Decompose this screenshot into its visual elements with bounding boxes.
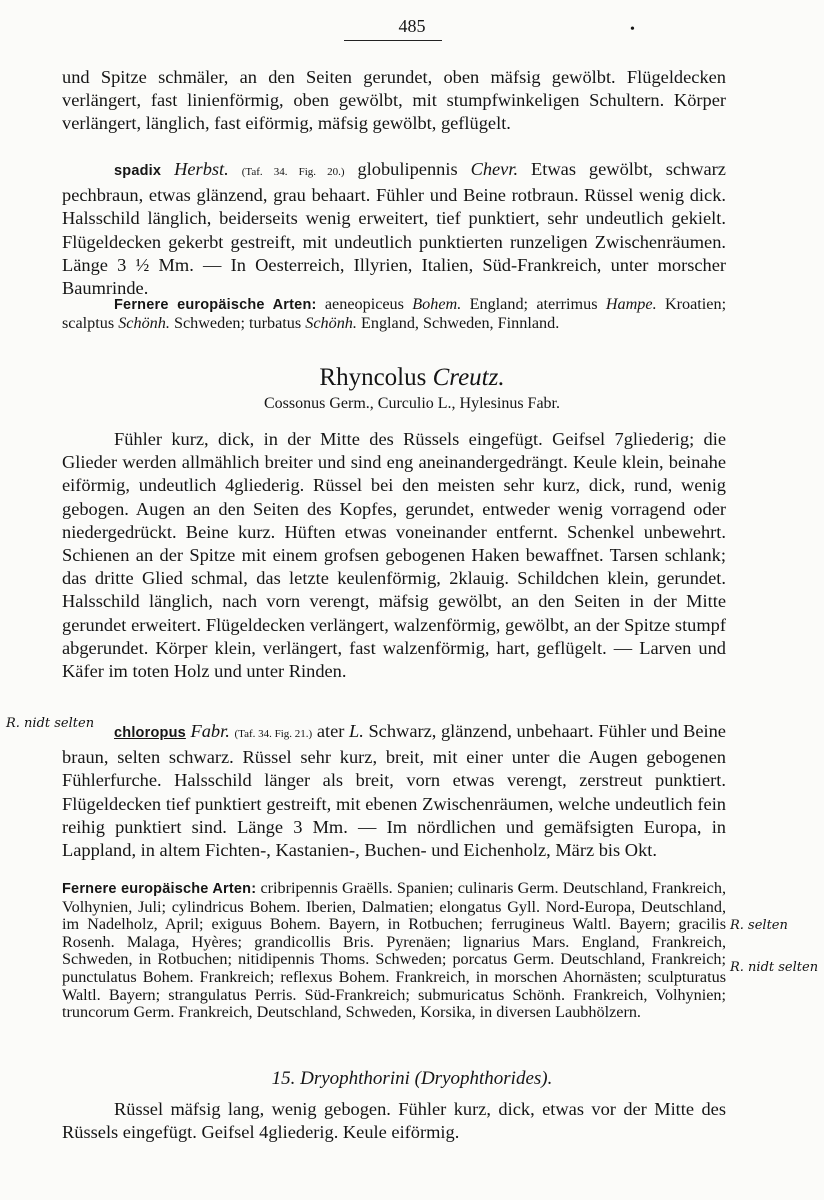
- further-species-2: [62, 880, 726, 1022]
- continued-text: und Spitze schmäler, an den Seiten gerundet, oben mäfsig gewölbt. Flügeldecken verlängert, fast linienförmig, oben gewölbt, mit stumpfwinkeligen Schultern. Körper verlängert, länglich, fast eiförmig, mäfsig gewölbt, geflügelt.: [62, 67, 726, 134]
- synonym-author: Chevr.: [470, 159, 519, 179]
- species-description: Etwas gewölbt, schwarz pechbraun, etwas glänzend, grau behaart. Fühler und Beine rotbraun. Rüssel wenig dick. Halsschild länglich, beiderseits wenig erweitert, tief punktiert, sehr undeutlich gekielt. Flügeldecken gekerbt gestreift, mit undeutlich punktierten runzeligen Zwischenräumen. Länge 3 ½ Mm. — In Oesterreich, Illyrien, Italien, Süd-Frankreich, unter morscher Baumrinde.: [62, 159, 726, 299]
- header-rule: [344, 40, 442, 41]
- species-name: spadix: [114, 163, 162, 179]
- species-entry-rest: England;: [469, 295, 529, 313]
- genus-author: Creutz.: [432, 364, 505, 391]
- genus-heading: [0, 364, 824, 392]
- plate-reference: (Taf. 34. Fig. 21.): [234, 728, 313, 740]
- species-entry: Kroatien; scalptus: [62, 295, 727, 332]
- handwritten-note: R. nidt selten: [6, 716, 95, 731]
- species-entry: aeneopiceus: [324, 295, 404, 313]
- genus-name: Rhyncolus: [319, 364, 427, 391]
- species-entry-author: Hampe.: [605, 295, 657, 313]
- species-chloropus: [62, 720, 726, 862]
- species-entry-rest: England, Schweden, Finnland.: [360, 313, 560, 332]
- further-species-1: [62, 296, 726, 332]
- species-name: chloropus: [114, 725, 186, 741]
- species-entry-rest: Schweden;: [173, 313, 245, 332]
- genus-description-text: Fühler kurz, dick, in der Mitte des Rüssels eingefügt. Geifsel 7gliederig; die Glieder werden allmählich breiter und sind eng aneinandergedrängt. Keule klein, beinahe eiförmig, undeutlich 4gliederig. Rüssel bei den meisten sehr kurz, dick, rund, wenig gebogen. Augen an den Seiten des Kopfes, gerundet, entweder wenig vorragend oder niedergedrückt. Beine kurz. Hüften etwas voneinander entfernt. Schenkel unbewehrt. Schienen an der Spitze mit einem grofsen gebogenen Haken bewaffnet. Tarsen schlank; das dritte Glied schmal, das letzte keulenförmig, 2klauig. Schildchen klein, gerundet. Halsschild länglich, nach vorn verengt, mäfsig gewölbt, an den Seiten in der Mitte gerundet erweitert. Flügeldecken verlängert, walzenförmig, gewölbt, an der Spitze stumpf abgerundet. Körper klein, verlängert, fast walzenförmig, hart, geflügelt. — Larven und Käfer im toten Holz und unter Rinden.: [62, 429, 726, 682]
- synonym: globulipennis: [357, 159, 458, 179]
- page-number: 485: [398, 16, 426, 36]
- species-description: Schwarz, glänzend, unbehaart. Fühler und Beine braun, selten schwarz. Rüssel sehr kurz, breit, mit einer unter die Augen gebogenen Fühlerfurche. Halsschild länger als breit, vorn etwas verengt, zerstreut punktiert. Flügeldecken tief punktiert gestreift, mit ebenen Zwischenräumen, welche undeutlich fein reihig punktiert sind. Länge 3 Mm. — Im nördlichen und gemäfsigten Europa, in Lappland, in altem Fichten-, Kastanien-, Buchen- und Eichenholz, März bis Okt.: [62, 721, 726, 861]
- further-species-label: Fernere europäische Arten:: [114, 297, 317, 313]
- synonym: ater: [316, 721, 345, 741]
- species-entry: aterrimus: [536, 295, 598, 313]
- ink-speck: •: [630, 22, 635, 37]
- genus-description: [62, 428, 726, 683]
- species-entry-author: Schönh.: [305, 313, 357, 332]
- species-entry-author: Bohem.: [412, 295, 462, 313]
- section-heading: 15. Dryophthorini (Dryophthorides).: [271, 1068, 553, 1089]
- species-author: Fabr.: [190, 721, 230, 741]
- species-author: Herbst.: [174, 159, 229, 179]
- section-description: [62, 1098, 726, 1144]
- continued-paragraph: [62, 66, 726, 136]
- species-entry-author: Schönh.: [118, 313, 170, 332]
- plate-reference: (Taf. 34. Fig. 20.): [241, 166, 345, 178]
- genus-synonyms: Cossonus Germ., Curculio L., Hylesinus Fabr.: [264, 395, 560, 412]
- further-species-label: Fernere europäische Arten:: [62, 881, 257, 897]
- species-spadix: [62, 158, 726, 300]
- synonym-author: L.: [349, 721, 364, 741]
- margin-note: R. nidt selten: [730, 960, 819, 975]
- species-entry: turbatus: [249, 313, 302, 332]
- section-description-text: Rüssel mäfsig lang, wenig gebogen. Fühler kurz, dick, etwas vor der Mitte des Rüssels eingefügt. Geifsel 4gliederig. Keule eiförmig.: [62, 1099, 726, 1143]
- further-species-text: cribripennis Graëlls. Spanien; culinaris Germ. Deutschland, Frankreich, Volhynien, Juli; cylindricus Bohem. Iberien, Dalmatien; elongatus Gyll. Nord-Europa, Deutschland, im Nadelholz, April; exiguus Bohem. Bayern, in Rotbuchen; ferrugineus Waltl. Bayern; gracilis Rosenh. Malaga, Hyères; grandicollis Bris. Pyrenäen; lignarius Mars. England, Frankreich, Schweden, in Rotbuchen; nitidipennis Thoms. Schweden; porcatus Germ. Deutschland, Frankreich; punctulatus Bohem. Frankreich; reflexus Bohem. Frankreich, in morschen Ahornästen; sculpturatus Waltl. Bayern; strangulatus Perris. Süd-Frankreich; submuricatus Schönh. Frankreich, Volhynien; truncorum Germ. Frankreich, Deutschland, Schweden, Korsika, in diversen Laubhölzern.: [62, 879, 726, 1022]
- margin-note: R. selten: [730, 918, 788, 933]
